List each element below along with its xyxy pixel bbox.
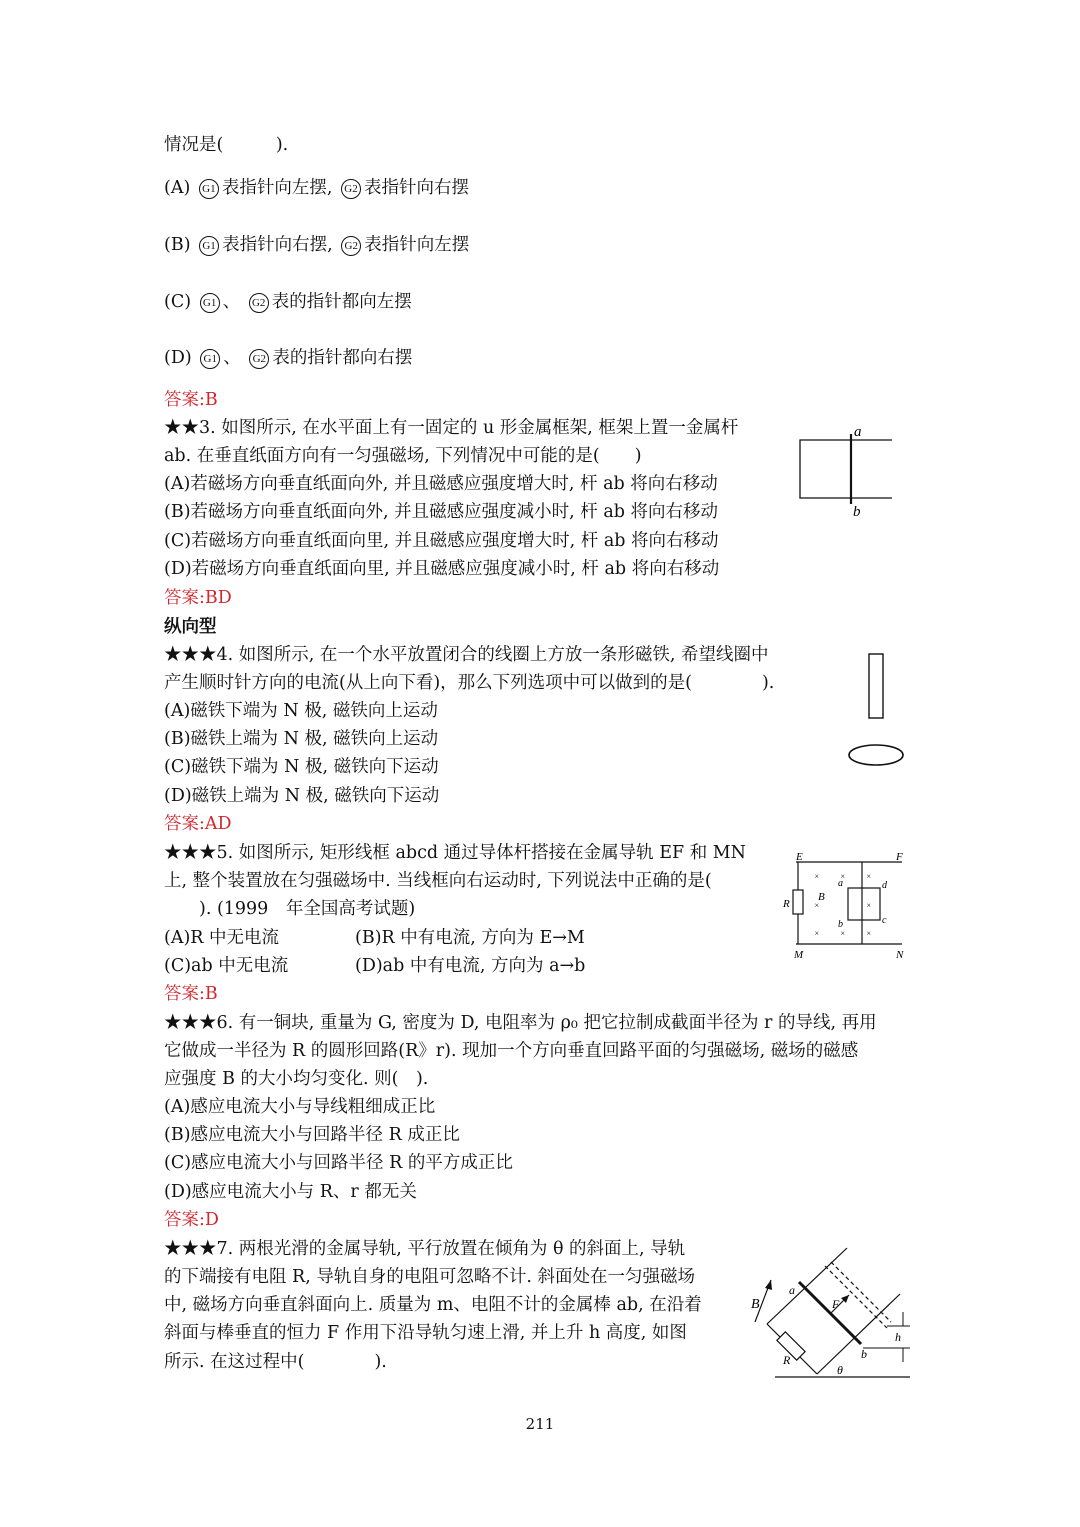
svg-text:×: × [840,929,846,938]
svg-text:B: B [818,891,825,903]
q5-stem-line-3: ). (1999 年全国高考试题) [164,899,416,919]
svg-text:a: a [789,1283,795,1297]
q3-stem-line-2: ab. 在垂直纸面方向有一匀强磁场, 下列情况中可能的是( ) [164,446,642,466]
q6-stem-line-3: 应强度 B 的大小均匀变化. 则( ). [164,1069,429,1089]
galvanometer-g1-icon: G1 [200,349,220,369]
svg-text:θ: θ [837,1363,843,1377]
galvanometer-g2-icon: G2 [341,236,361,256]
q6-option-a: (A)感应电流大小与导线粗细成正比 [164,1097,436,1117]
q7-stem-line-2: 的下端接有电阻 R, 导轨自身的电阻可忽略不计. 斜面处在一匀强磁场 [164,1267,695,1287]
svg-text:×: × [866,872,872,881]
q4-option-a: (A)磁铁下端为 N 极, 磁铁向上运动 [164,701,438,721]
q3-option-a: (A)若磁场方向垂直纸面向外, 并且磁感应强度增大时, 杆 ab 将向右移动 [164,474,718,494]
q2-answer: 答案:B [164,390,218,410]
svg-text:h: h [895,1330,901,1344]
q6-option-b: (B)感应电流大小与回路半径 R 成正比 [164,1125,460,1145]
q5-option-a: (A)R 中无电流 [164,928,280,948]
svg-text:b: b [853,504,861,520]
q4-stem-line-1: ★★★4. 如图所示, 在一个水平放置闭合的线圈上方放一条形磁铁, 希望线圈中 [164,645,769,665]
svg-text:d: d [882,880,887,891]
svg-text:R: R [783,898,790,910]
q7-stem-line-4: 斜面与棒垂直的恒力 F 作用下沿导轨匀速上滑, 并上升 h 高度, 如图 [164,1323,687,1343]
svg-text:a: a [854,424,862,440]
q6-option-c: (C)感应电流大小与回路半径 R 的平方成正比 [164,1153,513,1173]
page-number: 211 [525,1415,555,1433]
svg-text:F: F [896,851,903,863]
svg-text:×: × [840,872,846,881]
q4-option-d: (D)磁铁上端为 N 极, 磁铁向下运动 [164,786,440,806]
q5-stem-line-1: ★★★5. 如图所示, 矩形线框 abcd 通过导体杆搭接在金属导轨 EF 和 MN [164,843,746,863]
q2-option-d: (D) G1 、 G2 表的指针都向右摆 [164,348,413,368]
q6-answer: 答案:D [164,1210,219,1230]
svg-text:×: × [814,901,820,910]
q4-answer: 答案:AD [164,814,232,834]
q4-option-b: (B)磁铁上端为 N 极, 磁铁向上运动 [164,729,439,749]
q7-stem-line-3: 中, 磁场方向垂直斜面向上. 质量为 m、电阻不计的金属棒 ab, 在沿着 [164,1295,702,1315]
svg-text:c: c [882,915,887,926]
q5-option-b: (B)R 中有电流, 方向为 E→M [355,928,585,948]
svg-text:E: E [796,851,803,863]
svg-text:M: M [794,949,804,961]
q5-option-c: (C)ab 中无电流 [164,956,289,976]
q3-figure-u-frame [796,420,926,520]
svg-text:×: × [814,872,820,881]
svg-text:F: F [832,1297,840,1311]
q4-option-c: (C)磁铁下端为 N 极, 磁铁向下运动 [164,757,439,777]
svg-text:R: R [783,1353,791,1367]
q3-option-d: (D)若磁场方向垂直纸面向里, 并且磁感应强度减小时, 杆 ab 将向右移动 [164,559,720,579]
q6-option-d: (D)感应电流大小与 R、r 都无关 [164,1182,417,1202]
q5-answer: 答案:B [164,984,218,1004]
q3-option-c: (C)若磁场方向垂直纸面向里, 并且磁感应强度增大时, 杆 ab 将向右移动 [164,531,719,551]
q2-stem-tail: 情况是( ). [164,135,289,155]
q2-option-c: (C) G1 、 G2 表的指针都向左摆 [164,292,412,312]
galvanometer-g1-icon: G1 [199,179,219,199]
svg-text:N: N [896,949,904,961]
q6-stem-line-2: 它做成一半径为 R 的圆形回路(R》r). 现加一个方向垂直回路平面的匀强磁场, 磁场的磁感 [164,1041,859,1061]
galvanometer-g1-icon: G1 [200,293,220,313]
galvanometer-g2-icon: G2 [249,293,269,313]
q2-option-a: (A) G1 表指针向左摆, G2 表指针向右摆 [164,178,470,198]
q3-stem-line-1: ★★3. 如图所示, 在水平面上有一固定的 u 形金属框架, 框架上置一金属杆 [164,418,739,438]
q7-stem-line-5: 所示. 在这过程中( ). [164,1352,387,1372]
svg-text:×: × [814,929,820,938]
svg-text:×: × [866,901,872,910]
q7-figure-incline-rails [745,1242,920,1382]
q6-stem-line-1: ★★★6. 有一铜块, 重量为 G, 密度为 D, 电阻率为 ρ₀ 把它拉制成截面半径为 r 的导线, 再用 [164,1013,877,1033]
section-title: 纵向型 [164,617,217,637]
q5-stem-line-2: 上, 整个装置放在匀强磁场中. 当线框向右运动时, 下列说法中正确的是( [164,871,712,891]
q5-option-d: (D)ab 中有电流, 方向为 a→b [355,956,586,976]
q5-figure-rails-frame [780,846,910,964]
q2-option-b: (B) G1 表指针向右摆, G2 表指针向左摆 [164,235,470,255]
galvanometer-g2-icon: G2 [341,179,361,199]
q3-option-b: (B)若磁场方向垂直纸面向外, 并且磁感应强度减小时, 杆 ab 将向右移动 [164,502,719,522]
svg-text:B: B [751,1297,760,1312]
svg-text:a: a [838,878,843,889]
svg-text:×: × [866,929,872,938]
galvanometer-g1-icon: G1 [199,236,219,256]
q4-figure-magnet-coil [846,652,916,782]
svg-text:b: b [838,919,843,930]
q4-stem-line-2: 产生顺时针方向的电流(从上向下看)，那么下列选项中可以做到的是( ). [164,673,775,693]
svg-text:b: b [861,1347,867,1361]
galvanometer-g2-icon: G2 [249,349,269,369]
q3-answer: 答案:BD [164,588,232,608]
q7-stem-line-1: ★★★7. 两根光滑的金属导轨, 平行放置在倾角为 θ 的斜面上, 导轨 [164,1239,686,1259]
